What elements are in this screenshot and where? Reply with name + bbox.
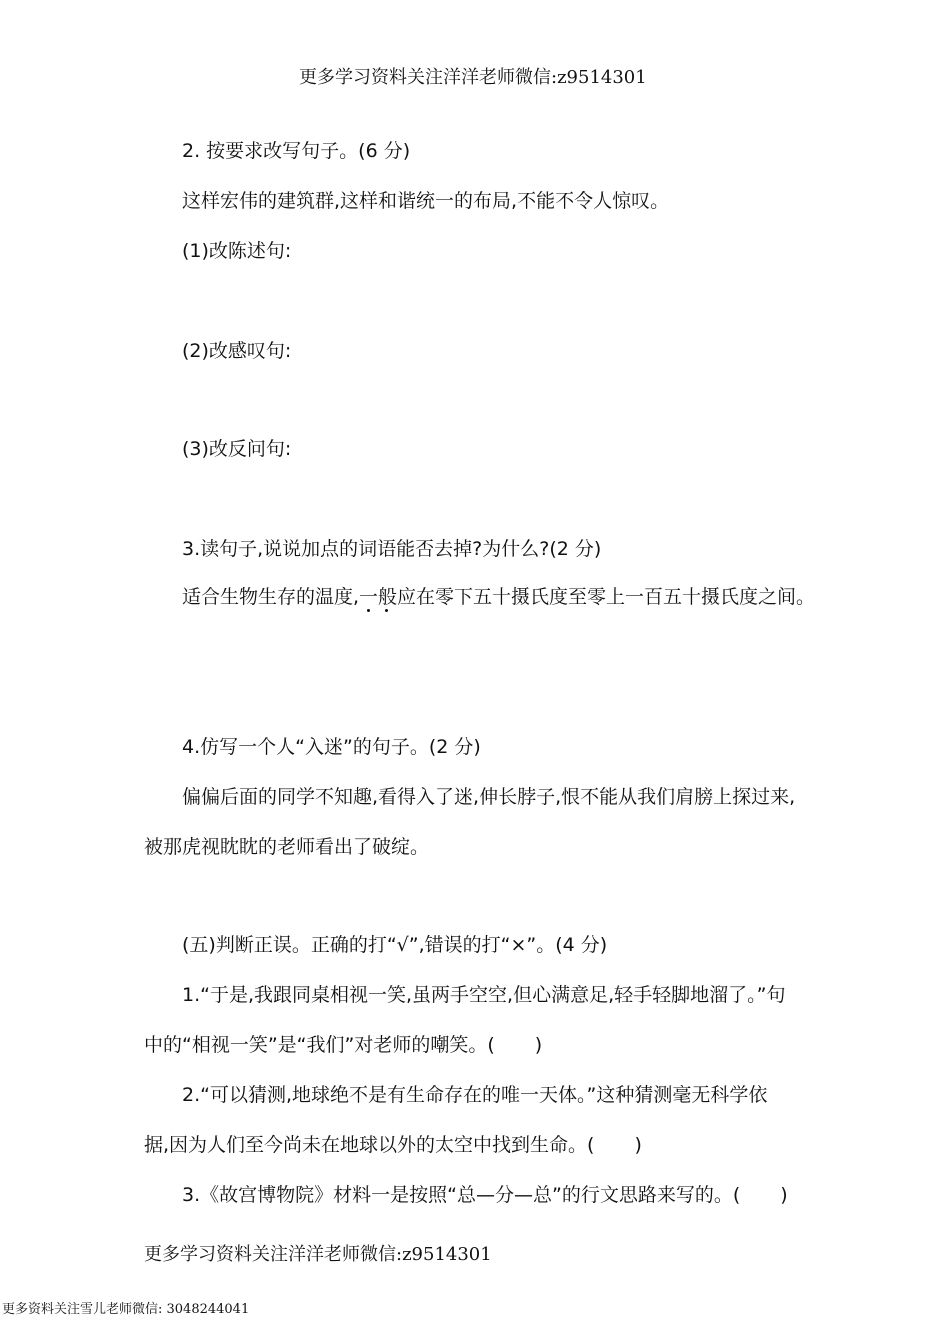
section5-title: (五)判断正误。正确的打“√”,错误的打“×”。(4 分) <box>182 934 608 956</box>
q4-title: 4.仿写一个人“入迷”的句子。(2 分) <box>182 736 481 758</box>
corner-watermark: 更多资料关注雪儿老师微信: 3048244041 <box>2 1302 250 1317</box>
page-header: 更多学习资料关注洋洋老师微信:z9514301 <box>299 67 647 88</box>
q2-sub3-label: (3)改反问句: <box>182 438 292 460</box>
q4-example-line1: 偏偏后面的同学不知趣,看得入了迷,伸长脖子,恨不能从我们肩膀上探过来, <box>182 786 796 808</box>
emphasis-dot <box>385 609 388 612</box>
item1-line2 <box>144 1032 542 1058</box>
q3-title: 3.读句子,说说加点的词语能否去掉?为什么?(2 分) <box>182 538 602 560</box>
q2-sentence: 这样宏伟的建筑群,这样和谐统一的布局,不能不令人惊叹。 <box>182 190 670 212</box>
q2-title: 2. 按要求改写句子。(6 分) <box>182 140 411 162</box>
item2-line2 <box>144 1132 642 1158</box>
close-paren: ) <box>780 1184 788 1206</box>
item1-text: 中的“相视一笑”是“我们”对老师的嘲笑。( <box>144 1034 495 1056</box>
item1-line1: 1.“于是,我跟同桌相视一笑,虽两手空空,但心满意足,轻手轻脚地溜了。”句 <box>182 984 786 1006</box>
item2-line1: 2.“可以猜测,地球绝不是有生命存在的唯一天体。”这种猜测毫无科学依 <box>182 1084 768 1106</box>
page-footer: 更多学习资料关注洋洋老师微信:z9514301 <box>144 1244 492 1265</box>
emphasis-dot <box>367 609 370 612</box>
q2-sub1-label: (1)改陈述句: <box>182 240 292 262</box>
close-paren: ) <box>534 1034 543 1056</box>
item3-text: 3.《故宫博物院》材料一是按照“总—分—总”的行文思路来写的。( <box>182 1184 741 1206</box>
q3-sentence: 适合生物生存的温度,一般应在零下五十摄氏度至零上一百五十摄氏度之间。 <box>182 586 816 608</box>
close-paren: ) <box>634 1134 642 1156</box>
item2-text: 据,因为人们至今尚未在地球以外的太空中找到生命。( <box>144 1134 595 1156</box>
q4-example-line2: 被那虎视眈眈的老师看出了破绽。 <box>144 836 430 858</box>
item3-line1 <box>182 1182 788 1208</box>
q2-sub2-label: (2)改感叹句: <box>182 340 292 362</box>
